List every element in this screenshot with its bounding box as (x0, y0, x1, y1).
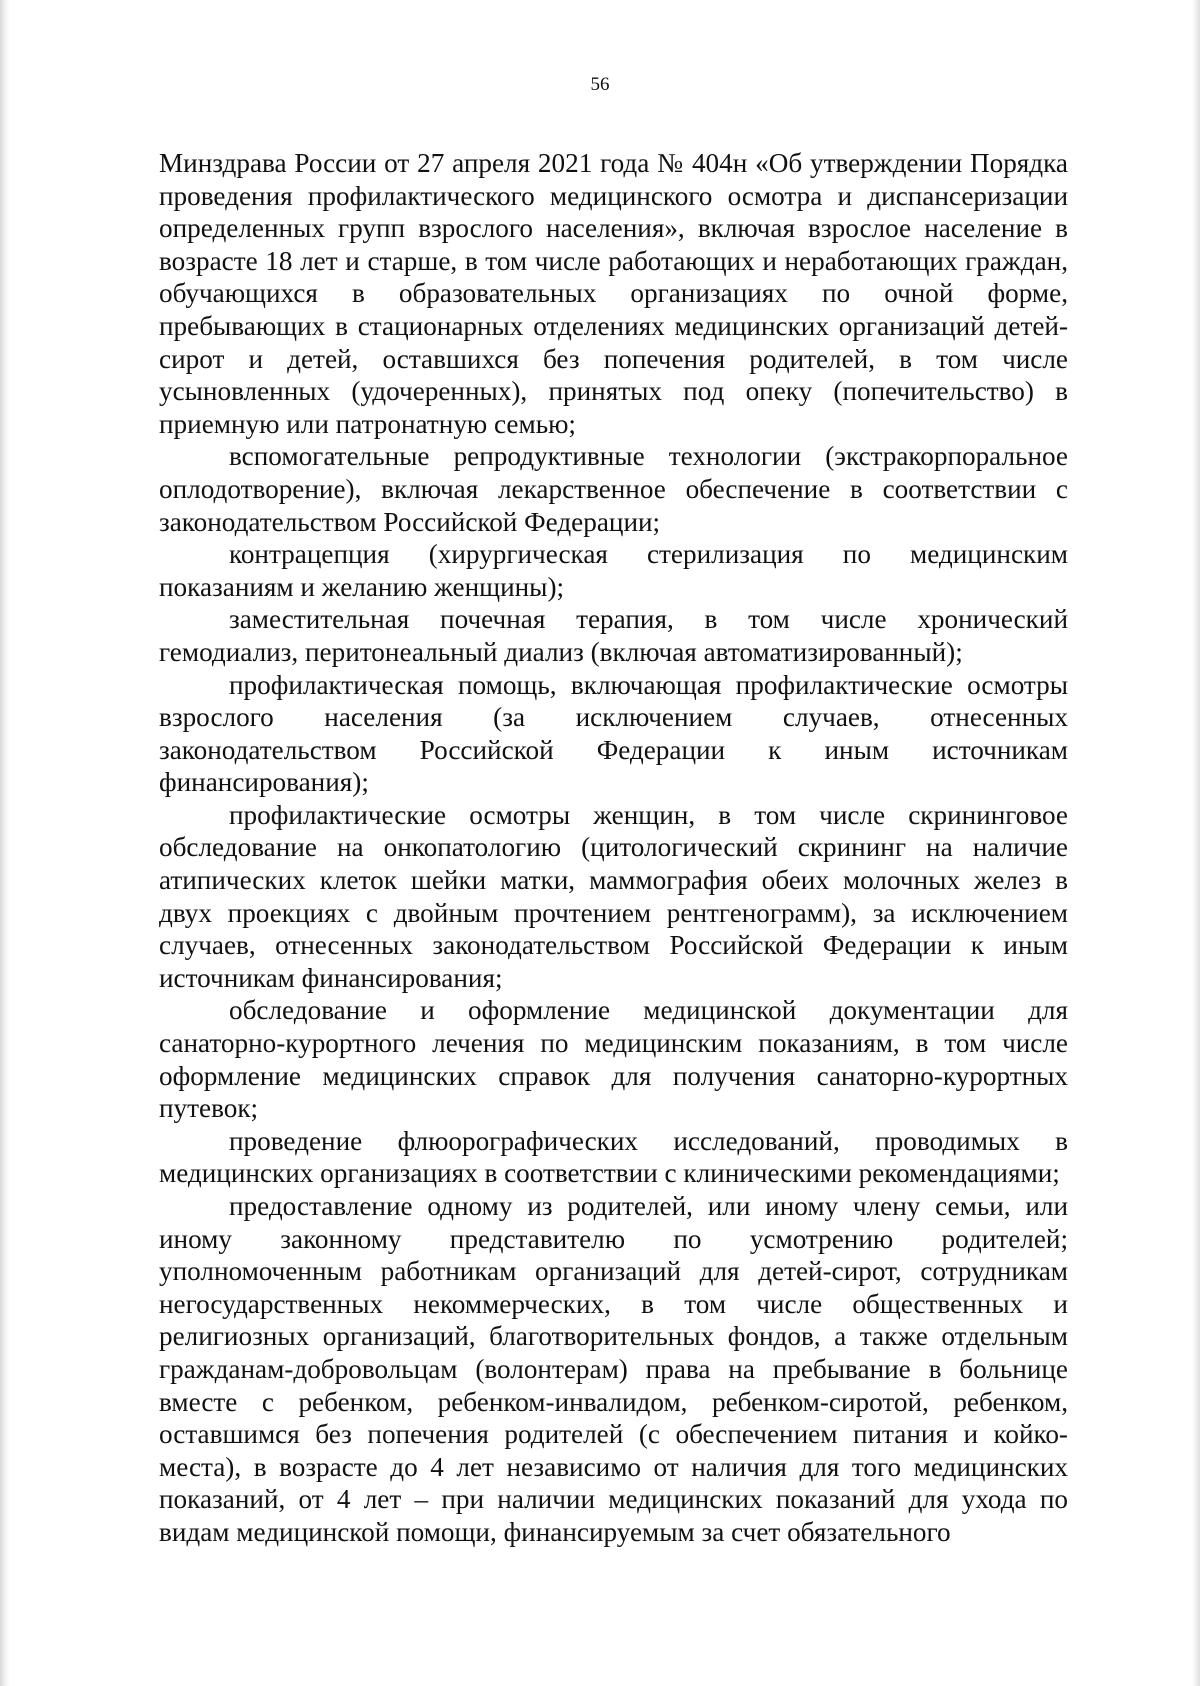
scan-edge-right (1192, 0, 1200, 1686)
page-number: 56 (590, 74, 610, 95)
paragraph-women-examinations: профилактические осмотры женщин, в том числе скрининговое обследование на онкопатологию (цитологический скрининг на наличие атипических клеток шейки матки, маммография обеих молочных желез в двух проекциях с двойным прочтением рентгенограмм), за исключением случаев, отнесенных законодательством Российской Федерации к иным источникам финансирования; (159, 799, 1068, 993)
paragraph-hospital-stay-right: предоставление одному из родителей, или иному члену семьи, или иному законному представителю по усмотрению родителей; уполномоченным работникам организаций для детей-сирот, сотрудникам негосударственных некоммерческих, в том числе общественных и религиозных организаций, благотворительных фондов, а также отдельным гражданам-добровольцам (волонтерам) права на пребывание в больнице вместе с ребенком, ребенком-инвалидом, ребенком-сиротой, ребенком, оставшимся без попечения родителей (с обеспечением питания и койко-места), в возрасте до 4 лет независимо от наличия для того медицинских показаний, от 4 лет – при наличии медицинских показаний для ухода по видам медицинской помощи, финансируемым за счет обязательного (159, 1191, 1068, 1547)
scan-edge-left (0, 0, 10, 1686)
paragraph-preventive-care: профилактическая помощь, включающая профилактические осмотры взрослого населения (за исключением случаев, отнесенных законодательством Российской Федерации к иным источникам финансирования); (159, 669, 1068, 798)
paragraph-sanatorium-documentation: обследование и оформление медицинской документации для санаторно-курортного лечения по медицинским показаниям, в том числе оформление медицинских справок для получения санаторно-курортных путевок; (159, 995, 1068, 1124)
paragraph-renal-therapy: заместительная почечная терапия, в том числе хронический гемодиализ, перитонеальный диализ (включая автоматизированный); (159, 604, 1068, 667)
paragraph-continuation: Минздрава России от 27 апреля 2021 года № 404н «Об утверждении Порядка проведения профилактического медицинского осмотра и диспансеризации определенных групп взрослого населения», включая взрослое население в возрасте 18 лет и старше, в том числе работающих и неработающих граждан, обучающихся в образовательных организациях по очной форме, пребывающих в стационарных отделениях медицинских организаций детей-сирот и детей, оставшихся без попечения родителей, в том числе усыновленных (удочеренных), принятых под опеку (попечительство) в приемную или патронатную семью; (159, 148, 1068, 439)
document-body (159, 147, 1068, 1549)
paragraph-fluorography: проведение флюорографических исследований, проводимых в медицинских организациях в соответствии с клиническими рекомендациями; (159, 1125, 1068, 1189)
paragraph-contraception: контрацепция (хирургическая стерилизация по медицинским показаниям и желанию женщины); (159, 539, 1068, 602)
paragraph-assisted-reproduction: вспомогательные репродуктивные технологии (экстракорпоральное оплодотворение), включая лекарственное обеспечение в соответствии с законодательством Российской Федерации; (159, 441, 1068, 537)
